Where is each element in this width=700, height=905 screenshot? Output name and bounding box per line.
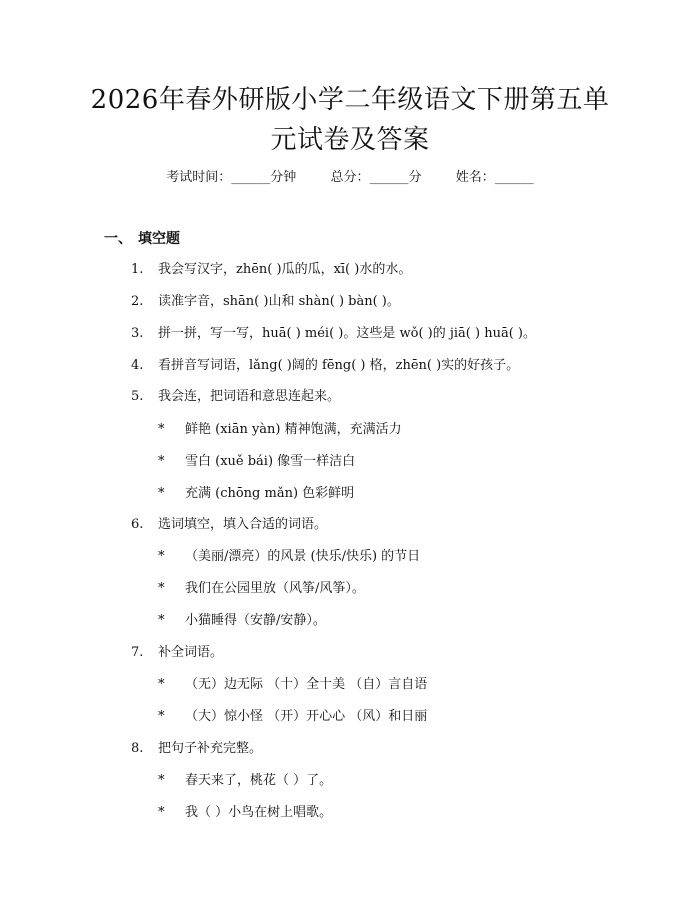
- question-number: 5.: [131, 389, 144, 404]
- section-heading: [104, 229, 180, 249]
- title-line-1: 2026年春外研版小学二年级语文下册第五单: [90, 85, 610, 115]
- bullet: *: [158, 773, 165, 788]
- list-item: [158, 771, 332, 791]
- list-item: [158, 452, 355, 472]
- question-6: [131, 515, 327, 535]
- name-field: 姓名：______: [455, 170, 534, 185]
- bullet: *: [158, 549, 165, 564]
- question-2: [131, 292, 400, 312]
- question-text: 拼一拼，写一写，huā( ) méi( )。这些是 wǒ( )的 jiā( ) huā( )。: [158, 326, 536, 341]
- list-item: [158, 675, 427, 695]
- question-7: [131, 643, 223, 663]
- bullet: *: [158, 805, 165, 820]
- bullet: *: [158, 422, 165, 437]
- list-item-text: 小猫睡得（安静/安静）。: [185, 613, 326, 628]
- list-item-text: 充满 (chōng mǎn) 色彩鲜明: [185, 486, 355, 501]
- bullet: *: [158, 581, 165, 596]
- question-text: 我会写汉字，zhēn( )瓜的瓜，xī( )水的水。: [158, 262, 412, 277]
- list-item: [158, 484, 354, 504]
- question-text: 补全词语。: [158, 645, 224, 660]
- section-number: 一、: [104, 231, 132, 247]
- list-item-text: 春天来了，桃花（ ）了。: [185, 773, 333, 788]
- list-item: [158, 803, 332, 823]
- question-text: 读准字音，shān( )山和 shàn( ) bàn( )。: [158, 294, 400, 309]
- question-number: 6.: [131, 517, 144, 532]
- list-item: [158, 420, 402, 440]
- question-text: 我会连，把词语和意思连起来。: [158, 389, 341, 404]
- question-number: 2.: [131, 294, 144, 309]
- bullet: *: [158, 709, 165, 724]
- list-item: [158, 579, 365, 599]
- list-item: [158, 707, 427, 727]
- list-item: [158, 547, 420, 567]
- question-number: 3.: [131, 326, 144, 341]
- exam-meta: [0, 168, 700, 188]
- list-item: [158, 611, 326, 631]
- list-item-text: 鲜艳 (xiān yàn) 精神饱满，充满活力: [185, 422, 402, 437]
- question-text: 选词填空，填入合适的词语。: [158, 517, 328, 532]
- list-item-text: 我们在公园里放（风筝/风筝）。: [185, 581, 365, 596]
- question-number: 4.: [131, 358, 144, 373]
- list-item-text: 雪白 (xuě bái) 像雪一样洁白: [185, 454, 356, 469]
- list-item-text: （美丽/漂亮）的风景 (快乐/快乐) 的节日: [185, 549, 421, 564]
- score-field: 总分：______分: [330, 170, 422, 185]
- list-item-text: （无）边无际 （十）全十美 （自）言自语: [185, 677, 428, 692]
- bullet: *: [158, 454, 165, 469]
- question-number: 8.: [131, 741, 144, 756]
- question-number: 1.: [131, 262, 144, 277]
- document-title: [60, 80, 640, 160]
- question-text: 看拼音写词语，lǎng( )阔的 fēng( ) 格，zhēn( )实的好孩子。: [158, 358, 520, 373]
- question-4: [131, 356, 519, 376]
- question-8: [131, 739, 262, 759]
- time-field: 考试时间：______分钟: [166, 170, 297, 185]
- question-text: 把句子补充完整。: [158, 741, 263, 756]
- bullet: *: [158, 677, 165, 692]
- title-line-2: 元试卷及答案: [270, 125, 430, 155]
- question-1: [131, 260, 411, 280]
- section-title: 填空题: [138, 231, 180, 247]
- bullet: *: [158, 486, 165, 501]
- list-item-text: （大）惊小怪 （开）开心心 （风）和日丽: [185, 709, 428, 724]
- question-5: [131, 387, 340, 407]
- question-number: 7.: [131, 645, 144, 660]
- question-3: [131, 324, 536, 344]
- list-item-text: 我（ ）小鸟在树上唱歌。: [185, 805, 333, 820]
- bullet: *: [158, 613, 165, 628]
